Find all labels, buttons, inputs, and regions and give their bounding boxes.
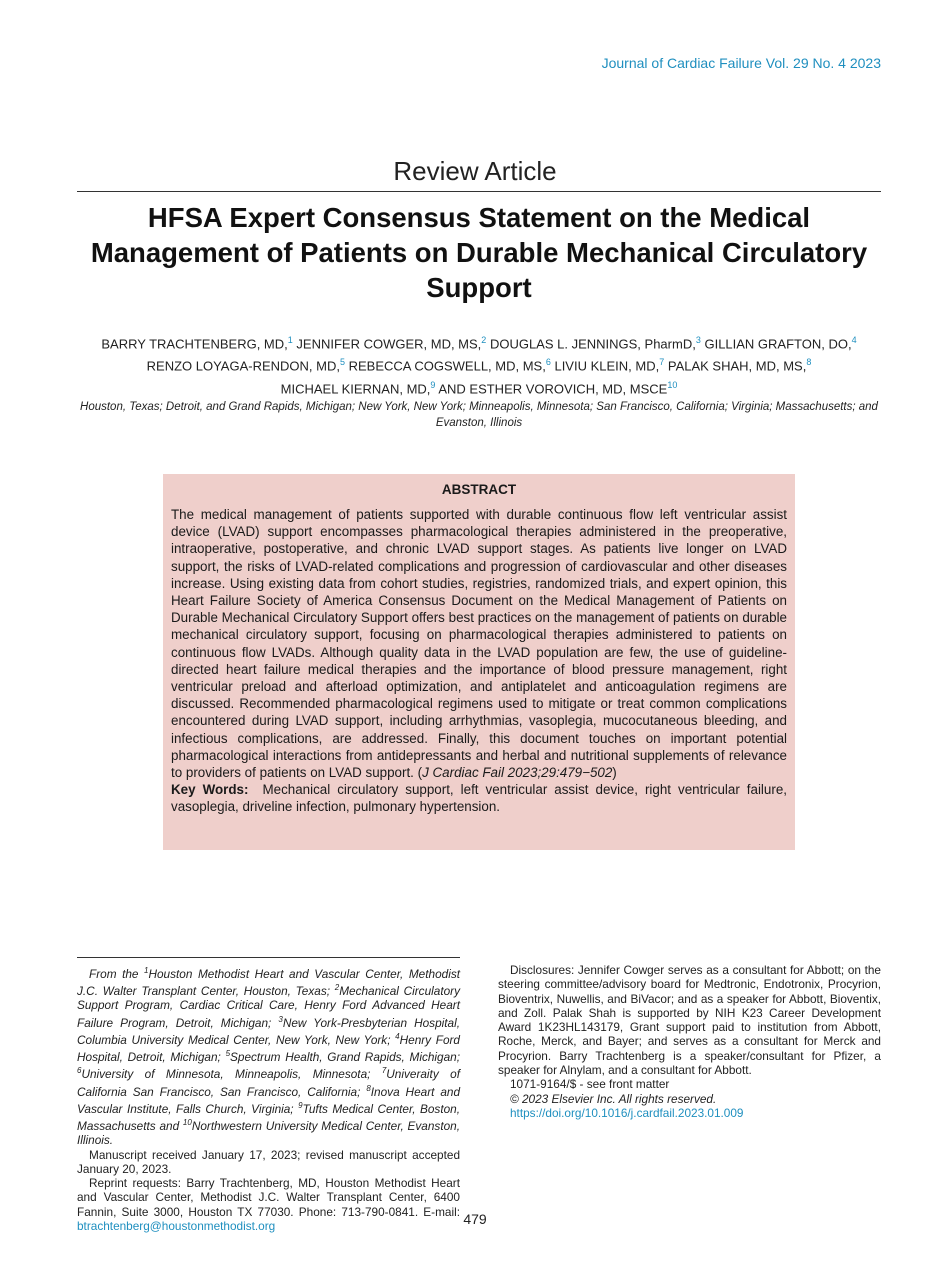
affil-text: Northwestern University Medical Center, Evanston, Illinois. <box>77 1118 461 1148</box>
author: DOUGLAS L. JENNINGS, PharmD, <box>489 336 696 352</box>
affil-sup: 3 <box>278 1014 283 1024</box>
author-sup[interactable]: 7 <box>659 357 665 368</box>
affil-sup: 4 <box>395 1031 400 1041</box>
affil-text: Tufts Medical Center, Boston, Massachusetts and <box>77 1101 461 1133</box>
abstract-heading: ABSTRACT <box>441 482 517 497</box>
reprint-text: Reprint requests: Barry Trachtenberg, MD, Houston Methodist Heart and Vascular Center, Methodist J.C. Walter Transplant Center, 6400 Fannin, Suite 3000, Houston TX 77030. Phone: 713-790-0841. E-mail: <box>77 1176 460 1219</box>
affil-text: Mechanical Circulatory Support Program, Cardiac Critical Care, Henry Ford Advanced Heart Failure Program, Detroit, Michigan; <box>77 984 460 1030</box>
affil-text: New York-Presbyterian Hospital, Columbia University Medical Center, New York, New York; <box>77 1015 461 1047</box>
footnotes-left-column <box>77 964 460 1233</box>
author-sup[interactable]: 8 <box>806 357 812 368</box>
author: REBECCA COGSWELL, MD, MS, <box>348 358 546 374</box>
author: PALAK SHAH, MD, MS, <box>667 358 807 374</box>
affil-sup: 8 <box>366 1083 371 1093</box>
abstract-citation: J Cardiac Fail 2023;29:479−502 <box>422 765 613 781</box>
keywords <box>171 781 787 815</box>
affil-sup: 2 <box>334 983 340 993</box>
author-sup[interactable]: 3 <box>695 335 701 345</box>
affil-text: Houston Methodist Heart and Vascular Center, Methodist J.C. Walter Transplant Center, Houston, Texas; <box>77 966 460 999</box>
article-title: HFSA Expert Consensus Statement on the Medical Management of Patients on Durable Mechanical Circulatory Support <box>90 202 868 303</box>
copyright: © 2023 Elsevier Inc. All rights reserved. <box>510 1091 717 1106</box>
author-sup[interactable]: 5 <box>339 357 345 368</box>
affil-text: Univeraity of California San Francisco, San Francisco, California; <box>77 1067 460 1099</box>
keywords-label: Key Words: <box>171 782 249 798</box>
affiliation-footnote <box>77 964 460 1148</box>
author-sup[interactable]: 2 <box>481 335 487 345</box>
footnotes-right-column <box>498 963 881 1120</box>
affil-sup: 9 <box>298 1100 303 1110</box>
author: BARRY TRACHTENBERG, MD, <box>101 336 288 352</box>
author-sup[interactable]: 6 <box>545 357 551 368</box>
abstract-body: The medical management of patients supported with durable continuous flow left ventricular assist device (LVAD) support encompasses pharmacological therapies administered in the preoperative, intraoperative, postoperative, and chronic LVAD support stages. As patients live longer on LVAD support, the risks of LVAD-related complications and progression of cardiovascular and other diseases increase. Using existing data from cohort studies, registries, randomized trials, and expert opinion, this Heart Failure Society of America Consensus Document on the Medical Management of Patients on Durable Mechanical Circulatory Support offers best practices on the management of patients on durable mechanical circulatory support, focusing on pharmacological therapies administered to patients on continuous flow LVADs. Although quality data in the LVAD population are few, the use of guideline-directed heart failure medical therapies and the importance of blood pressure management, right ventricular preload and afterload optimization, and antiplatelet and anticoagulation regimens are discussed. Recommended pharmacological regimens used to mitigate or treat common complications encountered during LVAD support, including arrhythmias, vasoplegia, mucocutaneous bleeding, and infectious complications, are addressed. Finally, this document touches on important potential pharmacological interactions from antidepressants and herbal and nutritional supplements of relevance to providers of patients on LVAD support. (J Cardiac Fail 2023;29:479−502) <box>171 507 787 781</box>
manuscript-dates: Manuscript received January 17, 2023; revised manuscript accepted January 20, 2023. <box>77 1147 460 1176</box>
disclosures: Disclosures: Jennifer Cowger serves as a consultant for Abbott; on the steering committee/advisory board for Medtronic, Endotronix, Procyrion, Bioventrix, Nuwellis, and BiVacor; and as a speaker for Abbott, Bioventix, and Zoll. Palak Shah is supported by NIH K23 Career Development Award 1K23HL143179, Grant support paid to institution from Abbott, Roche, Merck, and Bayer; and serves as a consultant for Merck and Procyrion. Barry Trachtenberg is a speaker/consultant for Pfizer, a speaker for Alnylam, and a consultant for Abbott. <box>498 963 881 1078</box>
from-prefix: From the <box>89 966 139 981</box>
doi-link[interactable]: https://doi.org/10.1016/j.cardfail.2023.01.009 <box>510 1105 744 1120</box>
author-sup[interactable]: 10 <box>667 379 678 390</box>
affil-sup: 6 <box>77 1066 82 1076</box>
affil-text: Spectrum Health, Grand Rapids, Michigan; <box>230 1050 461 1065</box>
keywords-text: Mechanical circulatory support, left ventricular assist device, right ventricular failure, vasoplegia, driveline infection, pulmonary hypertension. <box>171 782 787 815</box>
page-number: 479 <box>463 1211 487 1227</box>
affil-text: University of Minnesota, Minneapolis, Minnesota; <box>81 1067 371 1082</box>
abstract-box <box>163 474 795 850</box>
author: RENZO LOYAGA-RENDON, MD, <box>146 358 340 374</box>
abstract-text: The medical management of patients supported with durable continuous flow left ventricular assist device (LVAD) support encompasses pharmacological therapies administered in the preoperative, intraoperative, postoperative, and chronic LVAD support stages. As patients live longer on LVAD support, the risks of LVAD-related complications and progression of cardiovascular and other diseases increase. Using existing data from cohort studies, registries, randomized trials, and expert opinion, this Heart Failure Society of America Consensus Document on the Medical Management of Patients on Durable Mechanical Circulatory Support offers best practices on the management of patients on durable mechanical circulatory support, focusing on pharmacological therapies administered to patients on continuous flow LVADs. Although quality data in the LVAD population are few, the use of guideline-directed heart failure medical therapies and the importance of blood pressure management, right ventricular preload and afterload optimization, and antiplatelet and anticoagulation regimens are discussed. Recommended pharmacological regimens used to mitigate or treat common complications encountered during LVAD support, including arrhythmias, vasoplegia, mucocutaneous bleeding, and infectious complications, are addressed. Finally, this document touches on important potential pharmacological interactions from antidepressants and herbal and nutritional supplements of relevance to providers of patients on LVAD support. <box>171 507 787 781</box>
affil-sup: 1 <box>144 966 149 975</box>
author-sup[interactable]: 1 <box>287 335 293 345</box>
author: JENNIFER COWGER, MD, MS, <box>296 336 482 352</box>
author: LIVIU KLEIN, MD, <box>554 358 660 374</box>
author: GILLIAN GRAFTON, DO, <box>704 336 852 352</box>
issn: 1071-9164/$ - see front matter <box>510 1077 670 1092</box>
affil-text: Henry Ford Hospital, Detroit, Michigan; <box>77 1032 460 1065</box>
article-type: Review Article <box>393 156 557 186</box>
affil-text: Inova Heart and Vascular Institute, Falls Church, Virginia; <box>77 1084 461 1116</box>
author-sup[interactable]: 4 <box>851 335 857 345</box>
author-locations: Houston, Texas; Detroit, and Grand Rapids, Michigan; New York, New York; Minneapolis, Minnesota; San Francisco, California; Virginia; Massachusetts; and Evanston, Illinois <box>80 401 878 429</box>
affil-sup: 7 <box>381 1066 387 1076</box>
email-link[interactable]: btrachtenberg@houstonmethodist.org <box>77 1219 276 1234</box>
affil-sup: 10 <box>182 1118 192 1128</box>
footnote-divider <box>77 957 460 958</box>
affil-sup: 5 <box>225 1049 231 1059</box>
journal-header: Journal of Cardiac Failure Vol. 29 No. 4 2023 <box>601 55 881 71</box>
author-list <box>70 331 888 398</box>
author-sup[interactable]: 9 <box>430 379 436 390</box>
author: AND ESTHER VOROVICH, MD, MSCE <box>438 380 668 396</box>
title-divider <box>77 191 881 192</box>
author: MICHAEL KIERNAN, MD, <box>280 380 431 396</box>
